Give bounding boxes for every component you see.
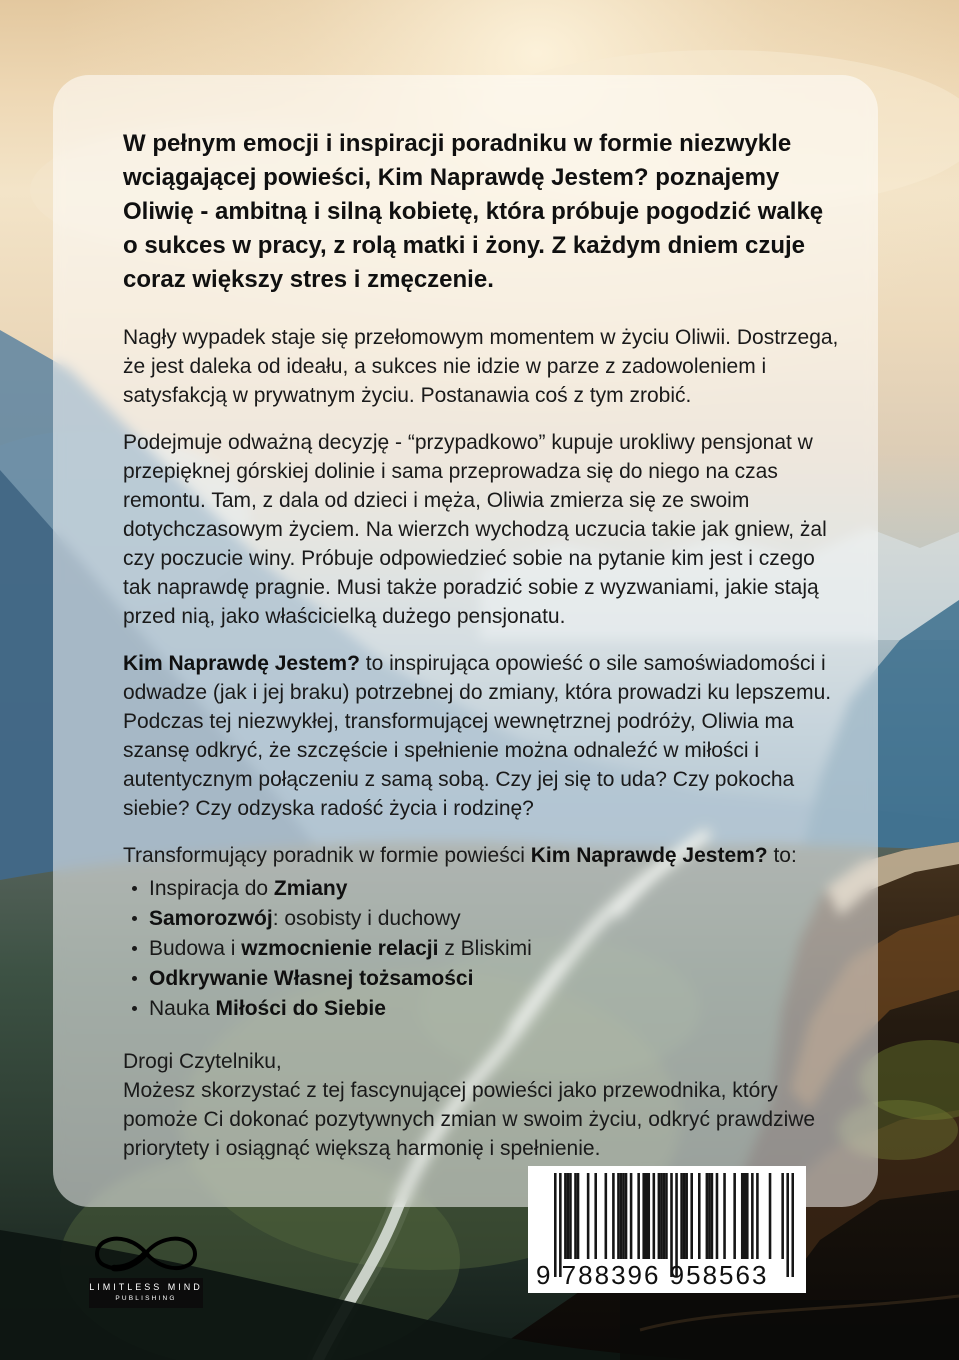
synopsis-content: [53, 75, 878, 1163]
decision-paragraph: Podejmuje odważną decyzję - “przypadkowo” kupuje urokliwy pensjonat w przepięknej górskiej dolinie i sama przeprowadza się do niego na czas remontu. Tam, z dala od dzieci i męża, Oliwia zmierza się ze swoim dotychczasowym życiem. Na wierzch wychodzą uczucia takie jak gniew, żal czy poczucie winy. Próbuje odpowiedzieć sobie na pytanie kim jest i czego tak naprawdę pragnie. Musi także poradzić sobie z wyzwaniami, jakie stają przed nią, jako właścicielką dużego pensjonatu.: [123, 431, 827, 628]
closing-note: [123, 1047, 842, 1163]
infinity-icon: [87, 1228, 205, 1278]
closing-paragraph: Możesz skorzystać z tej fascynującej powieści jako przewodnika, który pomoże Ci dokonać pozytywnych zmian w swoim życiu, odkryć prawdziwe priorytety i osiągnąć większą harmonię i spełnienie.: [123, 1079, 816, 1160]
publisher-name-box: [89, 1278, 203, 1308]
features-list: [123, 874, 842, 1023]
intro-paragraph: W pełnym emocji i inspiracji poradniku w formie niezwykle wciągającej powieści, Kim Naprawdę Jestem? poznajemy Oliwię - ambitną i silną kobietę, która próbuje pogodzić walkę o sukces w pracy, z rolą matki i żony. Z każdym dniem czuje coraz większy stres i zmęczenie.: [123, 130, 824, 293]
publisher-name: LIMITLESS MIND: [89, 1282, 203, 1292]
feature-item: Odkrywanie Własnej tożsamości: [123, 964, 842, 993]
reflection-paragraph: Kim Naprawdę Jestem? to inspirująca opowieść o sile samoświadomości i odwadze (jak i jej braku) potrzebnej do zmiany, która prowadzi ku lepszemu. Podczas tej niezwykłej, transformującej wewnętrznej podróży, Oliwia ma szansę odkryć, że szczęście i spełnienie można odnaleźć w miłości i autentycznym połączeniu z samą sobą. Czy jej się to uda? Czy pokocha siebie? Czy odzyska radość życia i rodzinę?: [123, 652, 832, 820]
feature-item: Budowa i wzmocnienie relacji z Bliskimi: [123, 934, 842, 963]
synopsis-card: [53, 75, 878, 1207]
isbn-barcode: [528, 1166, 806, 1293]
publisher-subtitle: PUBLISHING: [115, 1295, 177, 1302]
publisher-logo: [84, 1228, 208, 1308]
isbn-number: 9 788396 958563: [536, 1260, 769, 1290]
feature-item: Inspiracja do Zmiany: [123, 874, 842, 903]
closing-salutation: Drogi Czytelniku,: [123, 1050, 282, 1073]
features-header: Transformujący poradnik w formie powieści Kim Naprawdę Jestem? to:: [123, 844, 797, 867]
feature-item: Nauka Miłości do Siebie: [123, 994, 842, 1023]
feature-item: Samorozwój: osobisty i duchowy: [123, 904, 842, 933]
turning-point-paragraph: Nagły wypadek staje się przełomowym momentem w życiu Oliwii. Dostrzega, że jest daleka od ideału, a sukces nie idzie w parze z zadowoleniem i satysfakcją w prywatnym życiu. Postanawia coś z tym zrobić.: [123, 326, 839, 407]
